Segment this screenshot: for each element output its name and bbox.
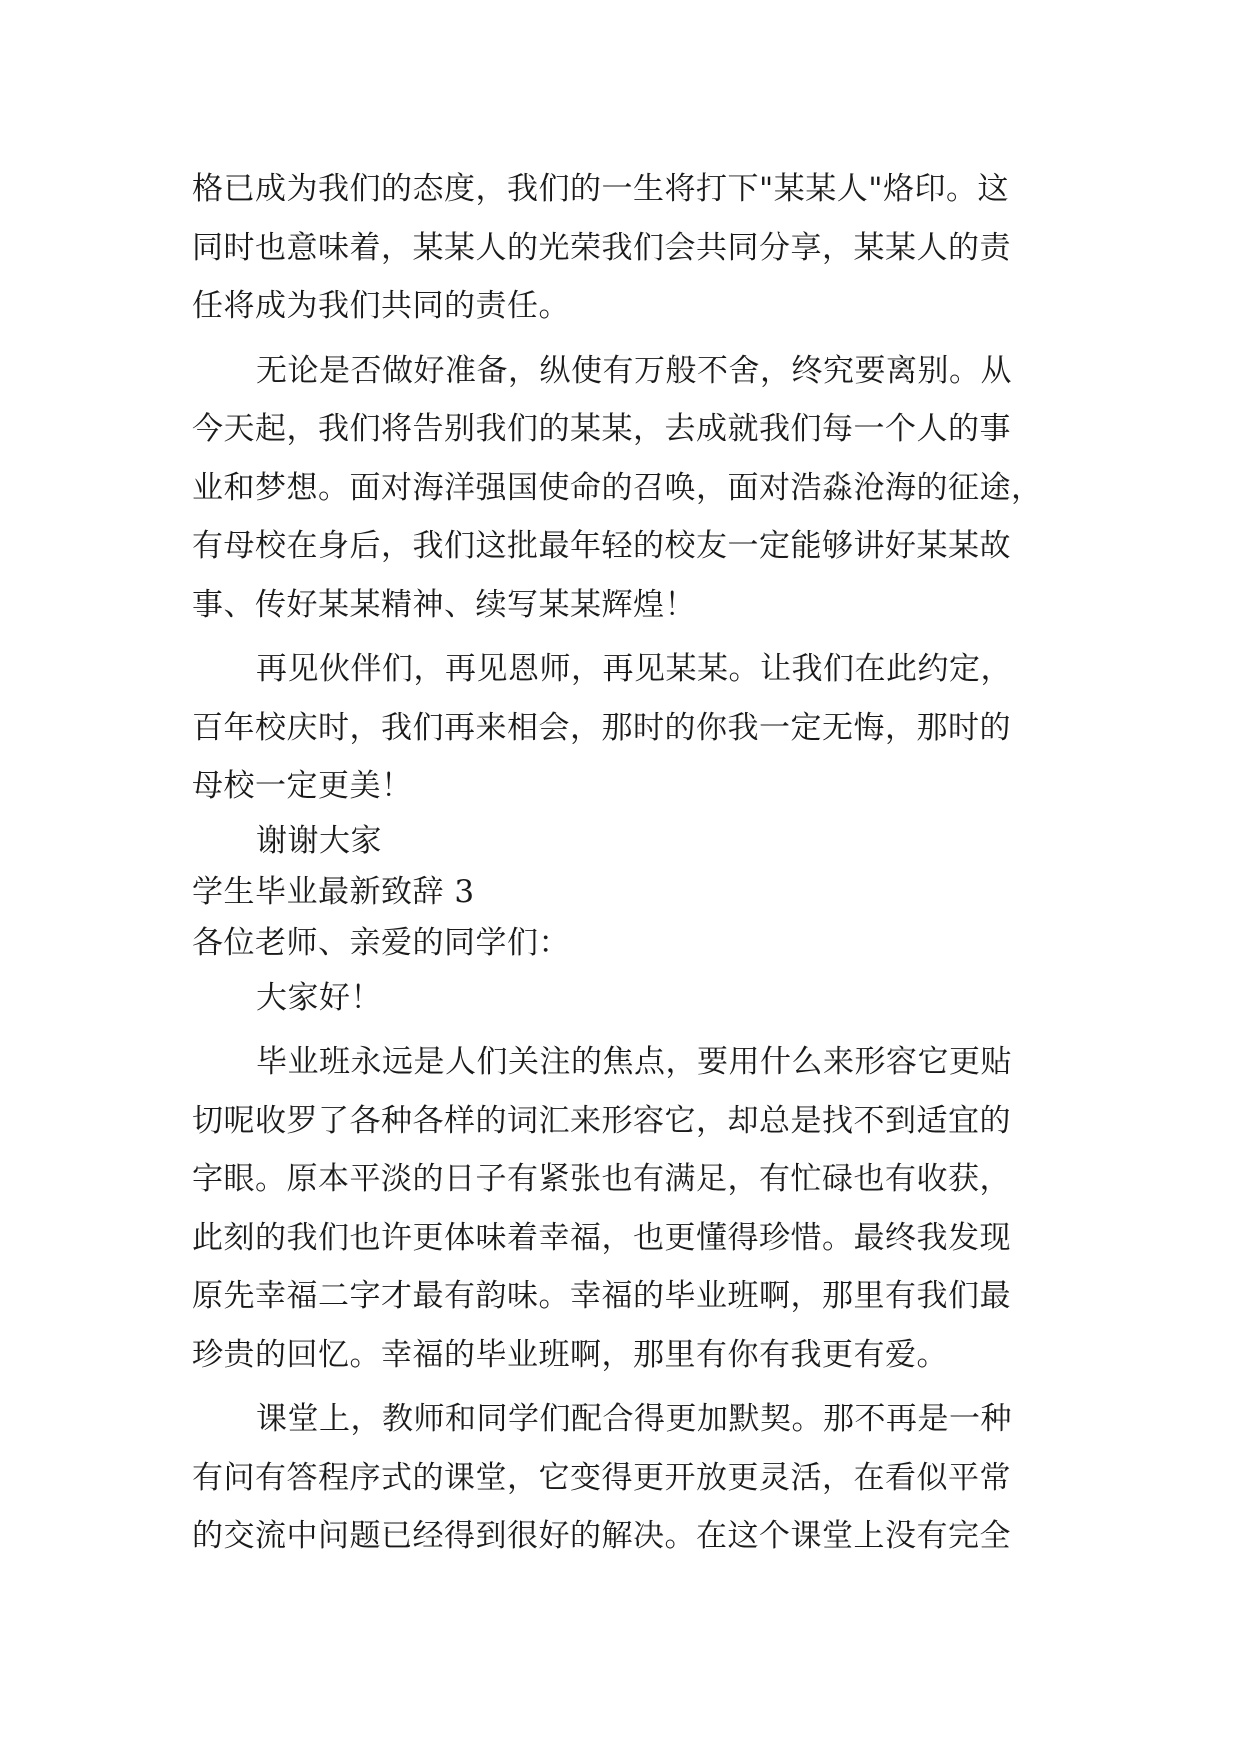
paragraph: [192, 1390, 1052, 1566]
text-line: 母校一定更美！: [192, 768, 413, 804]
text-line: 此刻的我们也许更体味着幸福，也更懂得珍惜。最终我发现: [192, 1219, 1011, 1256]
salutation: 各位老师、亲爱的同学们：: [192, 924, 570, 961]
greeting: 大家好！: [256, 979, 382, 1016]
text-line: 今天起，我们将告别我们的某某，去成就我们每一个人的事: [192, 411, 1011, 447]
text-line: 原先幸福二字才最有韵味。幸福的毕业班啊，那里有我们最: [192, 1278, 1011, 1314]
text-line: 的交流中问题已经得到很好的解决。在这个课堂上没有完全: [192, 1518, 1011, 1554]
paragraph: [192, 1033, 1052, 1384]
document-page: [192, 160, 1052, 1566]
text-line: 字眼。原本平淡的日子有紧张也有满足，有忙碌也有收获，: [192, 1161, 1011, 1197]
text-line: 有问有答程序式的课堂，它变得更开放更灵活，在看似平常: [192, 1459, 1011, 1496]
text-line: 百年校庆时，我们再来相会，那时的你我一定无悔，那时的: [192, 709, 1011, 746]
text-line: 业和梦想。面对海洋强国使命的召唤，面对浩淼沧海的征途，: [192, 469, 1043, 506]
text-line: 再见伙伴们，再见恩师，再见某某。让我们在此约定，: [256, 651, 1012, 687]
text-line: 无论是否做好准备，纵使有万般不舍，终究要离别。从: [256, 352, 1012, 389]
text-line: 有母校在身后，我们这批最年轻的校友一定能够讲好某某故: [192, 528, 1011, 564]
text-line: 毕业班永远是人们关注的焦点，要用什么来形容它更贴: [256, 1044, 1012, 1080]
paragraph: [192, 160, 1052, 336]
section-title: 学生毕业最新致辞 3: [192, 873, 475, 910]
paragraph: [192, 640, 1052, 816]
text-line: 同时也意味着，某某人的光荣我们会共同分享，某某人的责: [192, 229, 1011, 266]
closing-text: 谢谢大家: [256, 822, 382, 859]
text-line: 任将成为我们共同的责任。: [192, 288, 570, 324]
text-line: 珍贵的回忆。幸福的毕业班啊，那里有你有我更有爱。: [192, 1336, 948, 1373]
paragraph: [192, 342, 1052, 635]
text-line: 格已成为我们的态度，我们的一生将打下"某某人"烙印。这: [192, 171, 1010, 207]
text-line: 切呢收罗了各种各样的词汇来形容它，却总是找不到适宜的: [192, 1102, 1011, 1139]
text-line: 事、传好某某精神、续写某某辉煌！: [192, 586, 696, 623]
text-line: 课堂上，教师和同学们配合得更加默契。那不再是一种: [256, 1401, 1012, 1437]
